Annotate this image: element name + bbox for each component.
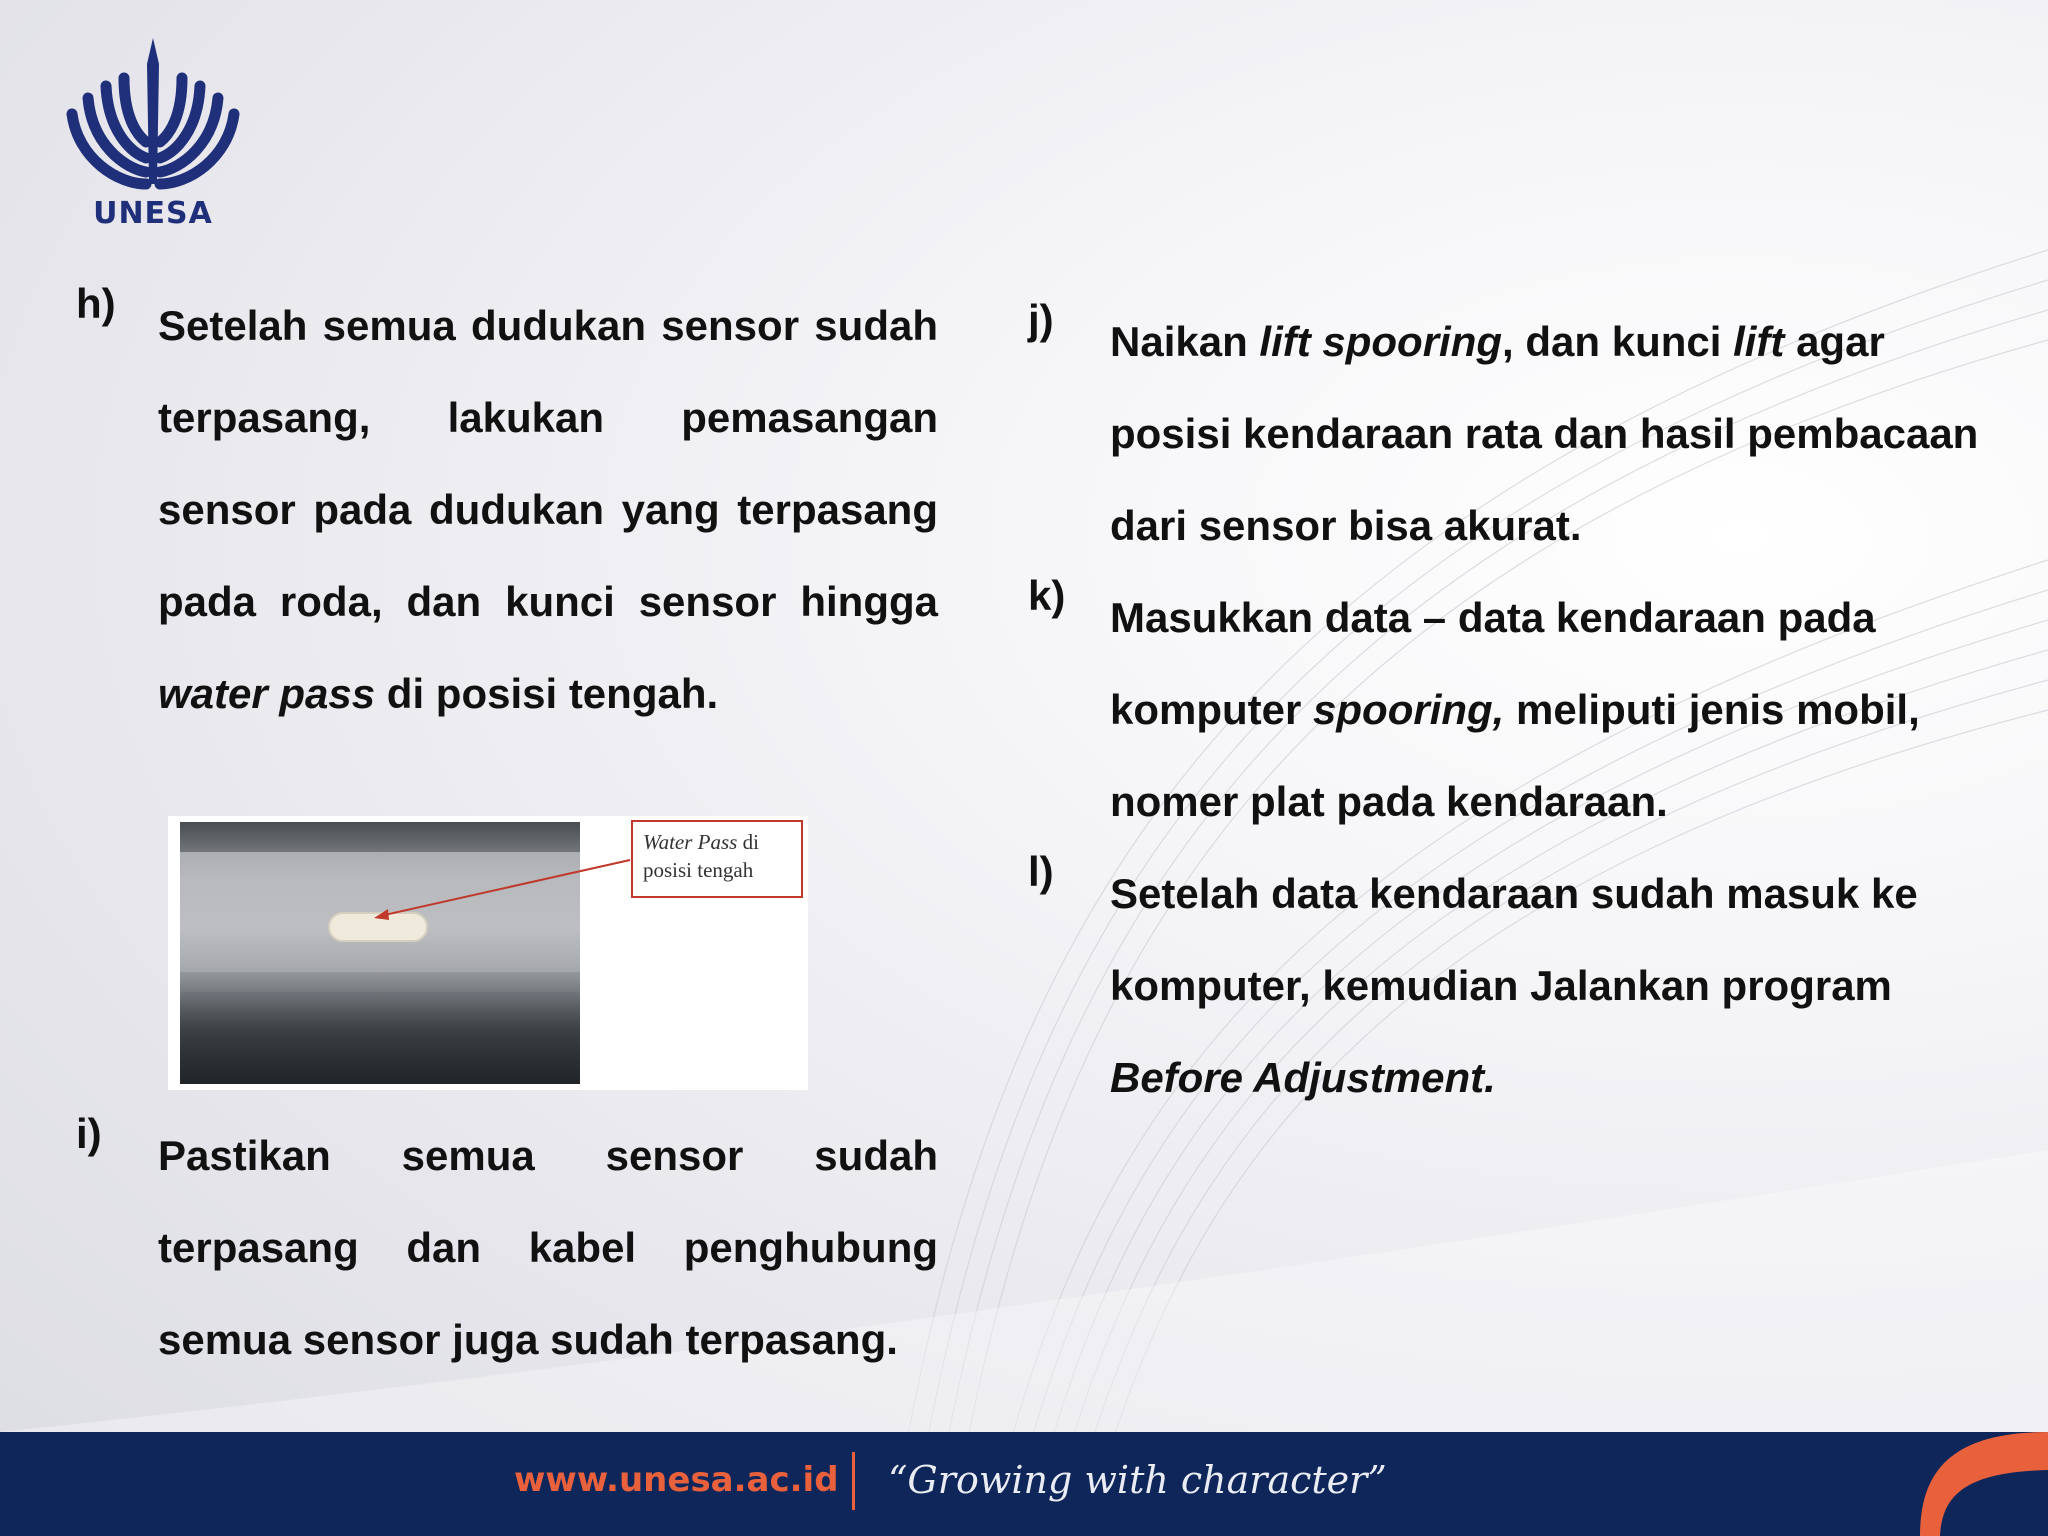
footer-divider [852, 1452, 855, 1510]
callout-text: di [737, 830, 759, 854]
text-run: meliputi jenis mobil, nomer plat pada kendaraan. [1110, 686, 1920, 825]
list-marker: l) [1028, 848, 1054, 895]
text-run: di posisi tengah. [375, 670, 719, 717]
list-text [158, 280, 938, 740]
list-item-l [1028, 848, 1988, 1124]
callout-label [631, 820, 803, 898]
logo-text: UNESA [93, 196, 213, 231]
list-marker: i) [76, 1110, 102, 1157]
text-run: , dan kunci [1502, 318, 1734, 365]
list-item-i [76, 1110, 938, 1386]
unesa-emblem-icon [58, 34, 248, 199]
text-run-italic: spooring, [1313, 686, 1505, 733]
text-run-italic: lift spooring [1259, 318, 1503, 365]
list-marker: j) [1028, 296, 1054, 343]
list-text [1110, 848, 1988, 1124]
text-run: Setelah semua dudukan sensor sudah terpasang, lakukan pemasangan sensor pada dudukan yang terpasang pada roda, dan kunci sensor hingga [158, 302, 938, 625]
left-column [76, 280, 938, 1363]
text-run: agar posisi kendaraan rata dan hasil pembacaan dari sensor bisa akurat. [1110, 318, 1979, 549]
water-pass-figure [168, 816, 808, 1090]
text-run-italic: Before Adjustment. [1110, 1054, 1496, 1101]
text-run-italic: water pass [158, 670, 376, 717]
footer-slogan: “Growing with character” [888, 1458, 1387, 1502]
text-run: Setelah data kendaraan sudah masuk ke komputer, kemudian Jalankan program [1110, 870, 1918, 1009]
list-item-k [1028, 572, 1988, 848]
callout-italic: Water Pass [643, 830, 738, 854]
text-run: Masukkan data – data kendaraan pada komputer [1110, 594, 1876, 733]
unesa-logo [58, 34, 248, 234]
right-column [1028, 296, 1988, 1124]
text-run-italic: lift [1733, 318, 1785, 365]
footer-accent-shape [1880, 1392, 2048, 1536]
callout-text: posisi tengah [643, 858, 754, 882]
list-marker: k) [1028, 572, 1066, 619]
text-run: Naikan [1110, 318, 1260, 365]
list-text [1110, 572, 1988, 848]
list-item-j [1028, 296, 1988, 572]
list-item-h [76, 280, 938, 740]
list-text: Pastikan semua sensor sudah terpasang dan kabel penghubung semua sensor juga sudah terpasang. [158, 1132, 938, 1363]
list-text [1110, 296, 1988, 572]
list-marker: h) [76, 280, 116, 327]
footer-website-link[interactable]: www.unesa.ac.id [514, 1460, 839, 1500]
